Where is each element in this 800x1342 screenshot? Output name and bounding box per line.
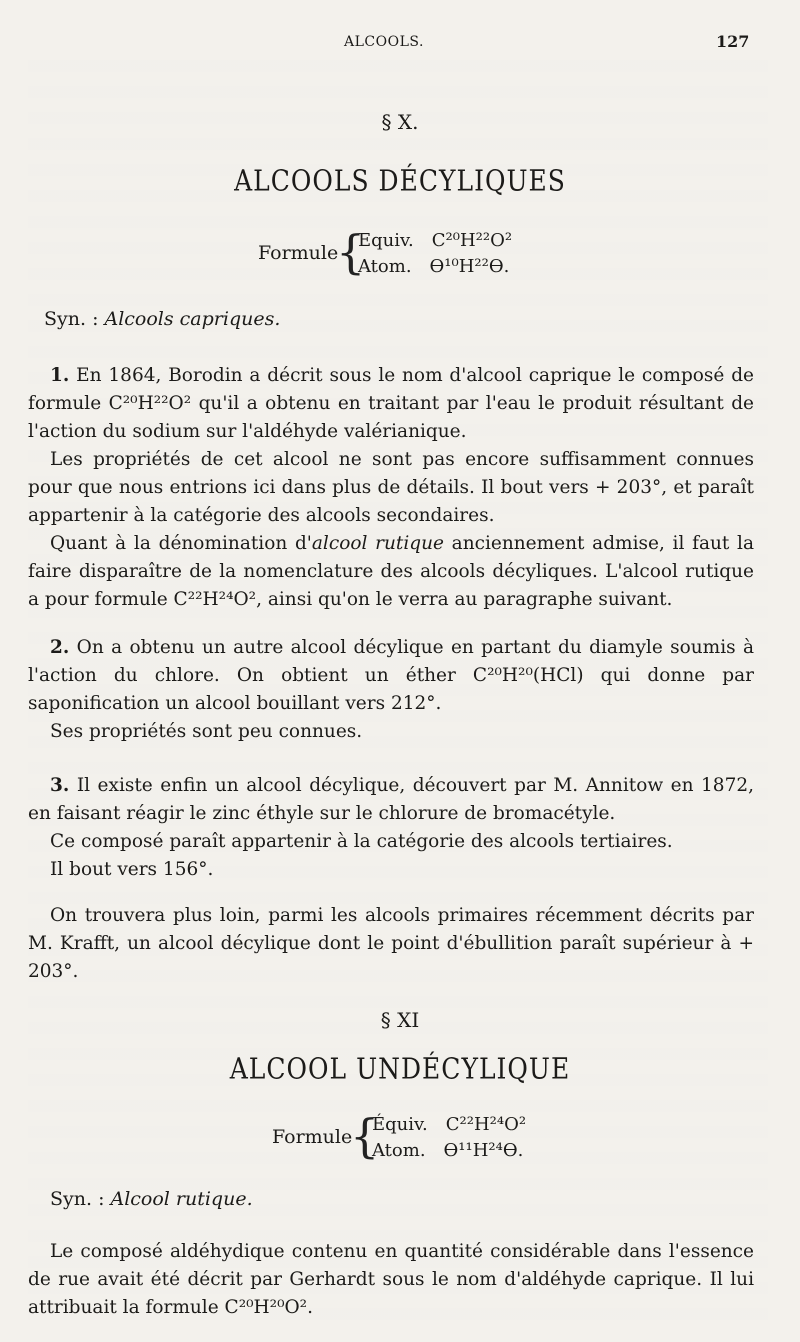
synonym-value: Alcools capriques. (104, 308, 281, 330)
section-xi-synonym (50, 1188, 253, 1210)
formula-label: Formule (258, 242, 339, 264)
formula-equiv-row (372, 1114, 526, 1135)
formula-kind: Atom. (358, 256, 412, 277)
item-number: 1. (50, 365, 70, 386)
section-x-synonym (44, 308, 280, 330)
paragraph-text: Le composé aldéhydique contenu en quantité considérable dans l'essence de rue avait été décrit par Gerhardt sous le nom d'aldéhyde caprique. Il lui attribuait la formule C²⁰H²⁰O². (28, 1241, 754, 1318)
formula-expr: C²⁰H²²O² (431, 230, 513, 251)
synonym-label: Syn. : (44, 308, 99, 330)
paragraph-text: Ce composé paraît appartenir à la catégorie des alcools tertiaires. (50, 831, 673, 852)
paragraph-aldehyde (28, 1238, 754, 1322)
formula-kind: Equiv. (358, 230, 414, 251)
section-xi-formula (272, 1109, 532, 1168)
paragraph-text: anciennement admise, il faut la faire disparaître de la nomenclature des alcools décyliques. L'alcool rutique a pour formule C²²H²⁴O², ainsi qu'on le verra au paragraphe suivant. (28, 533, 754, 610)
formula-atom-row (372, 1140, 523, 1161)
paragraph-2-note (28, 718, 754, 746)
paragraph-krafft (28, 902, 754, 986)
paragraph-3-note-a (28, 828, 754, 856)
paragraph-rutique (28, 530, 754, 614)
formula-equiv-row (358, 230, 512, 251)
paragraph-text: On trouvera plus loin, parmi les alcools primaires récemment décrits par M. Krafft, un alcool décylique dont le point d'ébullition paraît supérieur à + 203°. (28, 905, 754, 982)
running-head-title: ALCOOLS. (344, 34, 424, 50)
brace-icon: { (350, 1109, 380, 1163)
paragraph-text: Les propriétés de cet alcool ne sont pas encore suffisamment connues pour que nous entrions ici dans plus de détails. Il bout vers + 203°, et paraît appartenir à la catégorie des alcools secondaires. (28, 449, 754, 526)
paragraph-text: Ses propriétés sont peu connues. (50, 721, 363, 742)
emphasis-term: alcool rutique (311, 533, 444, 554)
item-number: 2. (50, 637, 70, 658)
formula-atom-row (358, 256, 509, 277)
section-xi-mark: § XI (380, 1008, 420, 1032)
formula-expr: Ɵ¹¹H²⁴Ɵ. (443, 1140, 524, 1161)
formula-expr: C²²H²⁴O² (445, 1114, 527, 1135)
paragraph-2 (28, 634, 754, 718)
formula-kind: Atom. (372, 1140, 426, 1161)
paragraph-1 (28, 362, 754, 446)
paragraph-text: Il bout vers 156°. (50, 859, 214, 880)
synonym-value: Alcool rutique. (110, 1188, 253, 1210)
paragraph-3 (28, 772, 754, 828)
section-x-title: ALCOOLS DÉCYLIQUES (234, 163, 566, 198)
synonym-label: Syn. : (50, 1188, 105, 1210)
paragraph-properties (28, 446, 754, 530)
page-number: 127 (716, 32, 750, 51)
paragraph-text: Il existe enfin un alcool décylique, découvert par M. Annitow en 1872, en faisant réagir le zinc éthyle sur le chlorure de bromacétyle. (28, 775, 754, 824)
section-x-formula (258, 225, 518, 284)
item-number: 3. (50, 775, 70, 796)
section-x-mark: § X. (381, 110, 419, 134)
brace-icon: { (336, 225, 366, 279)
paragraph-text: En 1864, Borodin a décrit sous le nom d'alcool caprique le composé de formule C²⁰H²²O² qu'il a obtenu en traitant par l'eau le produit résultant de l'action du sodium sur l'aldéhyde valérianique. (28, 365, 754, 442)
running-head (0, 32, 800, 54)
section-xi-title: ALCOOL UNDÉCYLIQUE (229, 1051, 571, 1086)
paragraph-text: On a obtenu un autre alcool décylique en partant du diamyle soumis à l'action du chlore. On obtient un éther C²⁰H²⁰(HCl) qui donne par saponification un alcool bouillant vers 212°. (28, 637, 754, 714)
paragraph-3-note-b (28, 856, 754, 884)
formula-expr: Ɵ¹⁰H²²Ɵ. (429, 256, 510, 277)
formula-label: Formule (272, 1126, 353, 1148)
paragraph-text: Quant à la dénomination d' (50, 533, 312, 554)
formula-kind: Équiv. (372, 1114, 428, 1135)
